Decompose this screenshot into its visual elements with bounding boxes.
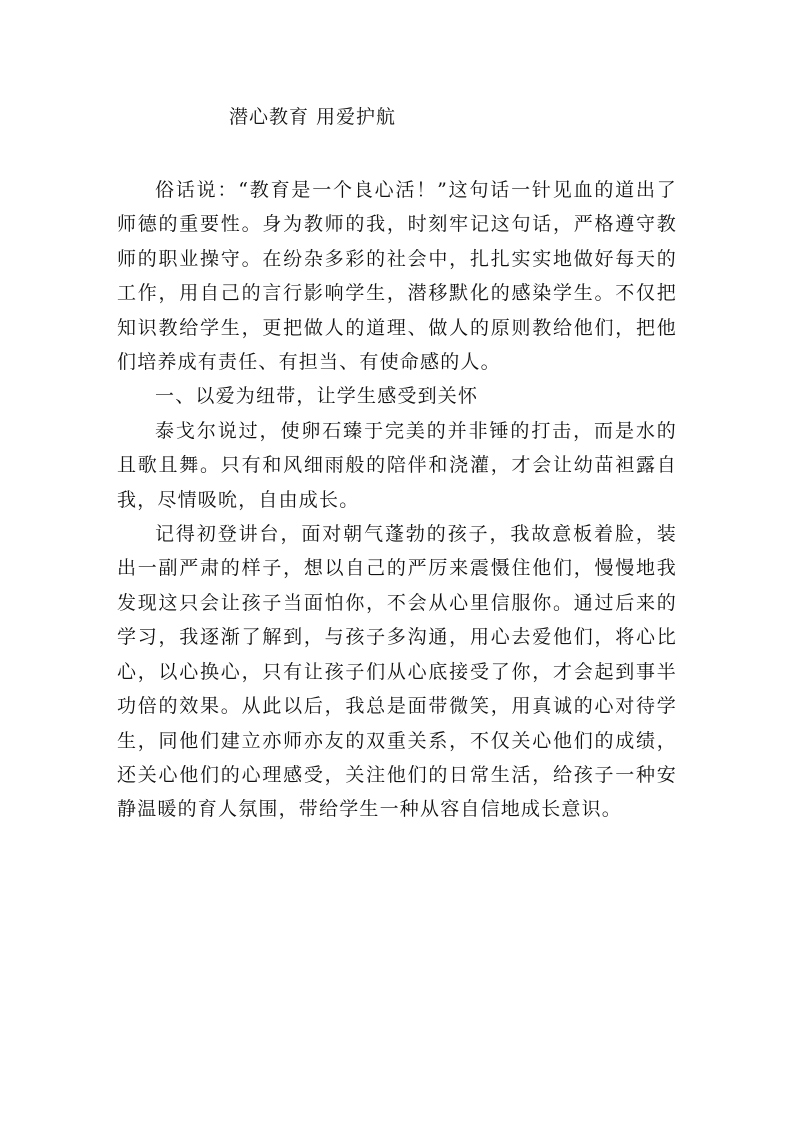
document-title: 潜心教育 用爱护航 [229, 106, 397, 128]
paragraph-intro: 俗话说：“教育是一个良心活！”这句话一针见血的道出了师德的重要性。身为教师的我，时刻牢记这句话，严格遵守教师的职业操守。在纷杂多彩的社会中，扎扎实实地做好每天的工作，用自己的言行影响学生，潜移默化的感染学生。不仅把知识教给学生，更把做人的道理、做人的原则教给他们，把他们培养成有责任、有担当、有使命感的人。 [117, 179, 677, 374]
document-body [117, 173, 677, 827]
paragraph-tagore-quote: 泰戈尔说过，使卵石臻于完美的并非锤的打击，而是水的且歌且舞。只有和风细雨般的陪伴和浇灌，才会让幼苗袒露自我，尽情吸吮，自由成长。 [117, 419, 677, 511]
section-heading: 一、以爱为纽带，让学生感受到关怀 [155, 385, 479, 408]
paragraph-teaching-experience: 记得初登讲台，面对朝气蓬勃的孩子，我故意板着脸，装出一副严肃的样子，想以自己的严厉来震慑住他们，慢慢地我发现这只会让孩子当面怕你，不会从心里信服你。通过后来的学习，我逐渐了解到，与孩子多沟通，用心去爱他们，将心比心，以心换心，只有让孩子们从心底接受了你，才会起到事半功倍的效果。从此以后，我总是面带微笑，用真诚的心对待学生，同他们建立亦师亦友的双重关系，不仅关心他们的成绩，还关心他们的心理感受，关注他们的日常生活，给孩子一种安静温暖的育人氛围，带给学生一种从容自信地成长意识。 [117, 523, 677, 821]
